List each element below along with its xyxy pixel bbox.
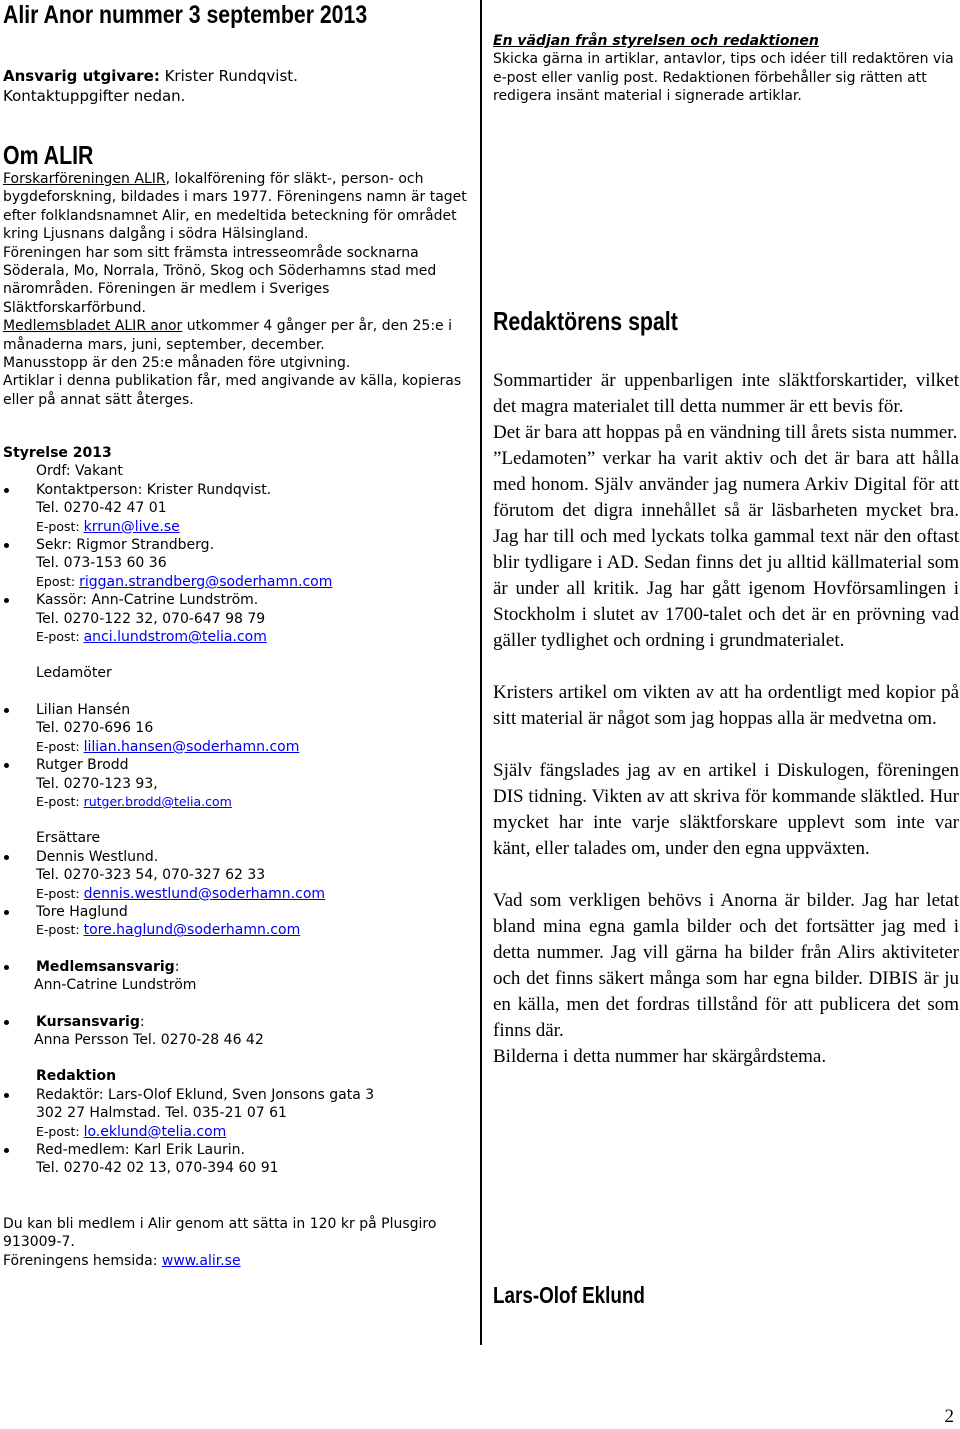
about-p1-text: , lokalförening för släkt-, person- och bygdeforskning, bildades i mars 1977. Föreningens namn är taget efter folklandsnamnet Alir, en medeltida beteckning för området kring Ljusnans dalgång i södra Hälsingland. xyxy=(3,171,467,243)
member-2-email-link[interactable]: rutger.brodd@telia.com xyxy=(83,793,232,809)
board-section xyxy=(3,444,473,1178)
member-2-name: Rutger Brodd xyxy=(3,756,473,774)
deputy-1-email-link[interactable]: dennis.westlund@soderhamn.com xyxy=(83,885,326,902)
treasurer-email-link[interactable]: anci.lundstrom@telia.com xyxy=(83,629,267,646)
course-label-text: Kursansvarig xyxy=(36,1013,140,1030)
email-label: E-post: xyxy=(36,1123,84,1139)
publisher-label: Ansvarig utgivare: xyxy=(3,67,160,85)
email-label: E-post: xyxy=(36,922,84,938)
about-section xyxy=(3,140,473,409)
editor-column-title: Redaktörens spalt xyxy=(493,306,678,336)
editor-signature: Lars-Olof Eklund xyxy=(493,1282,645,1308)
homepage-row xyxy=(3,1252,473,1270)
page-title: Alir Anor nummer 3 september 2013 xyxy=(3,1,368,29)
board-treasurer-tel: Tel. 0270-122 32, 070-647 98 79 xyxy=(36,610,266,627)
appeal-title: En vädjan från styrelsen och redaktionen xyxy=(493,33,819,49)
board-treasurer-email-row xyxy=(3,628,473,646)
email-label: E-post: xyxy=(36,629,84,645)
course-officer-name: Anna Persson Tel. 0270-28 46 42 xyxy=(34,1031,264,1048)
board-contact-tel: Tel. 0270-42 47 01 xyxy=(36,500,167,517)
deputies-heading: Ersättare xyxy=(36,830,101,847)
about-p3-text: utkommer 4 gånger per år, den 25:e i månaderna mars, juni, september, december. xyxy=(3,318,452,353)
about-paragraph-1 xyxy=(3,170,473,244)
membership-officer-name: Ann-Catrine Lundström xyxy=(34,977,197,994)
editor-paragraph-3: ”Ledamoten” verkar ha varit aktiv och det är bara att hålla med honom. Själv använder jag numera Arkiv Digital för att förutom det digra innehållet så är läsbarheten mycket bra. Jag har till och med lyckats tolka gammal text när den oftast blir tydligare i AD. Sedan finns det ju alltid källmaterial som är under all kritik. Jag har gått igenom Hovförsamlingen i Stockholm i slutet av 1700-talet och det är en prövning vad gäller tydlighet och ordning i grundmaterialet. xyxy=(493,448,959,651)
email-label: E-post: xyxy=(36,793,84,809)
deputy-1-email-row xyxy=(3,885,473,903)
course-officer-label xyxy=(3,1013,473,1031)
email-label: E-post: xyxy=(36,738,84,754)
editor-paragraph-1: Sommartider är uppenbarligen inte släktforskartider, vilket det magra materialet till detta nummer är ett bevis för. xyxy=(493,370,959,417)
colon: : xyxy=(174,958,180,975)
column-divider xyxy=(480,0,482,1345)
appeal-text: Skicka gärna in artiklar, antavlor, tips och idéer till redaktören via e-post eller vanlig post. Redaktionen förbehåller sig rätten att redigera insänt material i signerade artiklar. xyxy=(493,51,954,105)
board-secretary-tel: Tel. 073-153 60 36 xyxy=(36,555,167,572)
about-paragraph-2: Föreningen har som sitt främsta intresseområde socknarna Söderala, Mo, Norrala, Trönö, Skog och Söderhamns stad med närområden. Föreningen är medlem i Sveriges Släktforskarförbund. xyxy=(3,244,437,316)
membership-label-text: Medlemsansvarig xyxy=(36,958,175,975)
appeal-box xyxy=(493,32,959,106)
membership-officer-label xyxy=(3,958,473,976)
page-number: 2 xyxy=(944,1406,954,1427)
editorial-heading: Redaktion xyxy=(36,1068,117,1085)
members-heading: Ledamöter xyxy=(36,665,112,682)
secretary-email-link[interactable]: riggan.strandberg@soderhamn.com xyxy=(79,573,333,590)
board-contact-email-row xyxy=(3,518,473,536)
member-2-tel: Tel. 0270-123 93, xyxy=(36,775,158,792)
about-title: Om ALIR xyxy=(3,140,94,170)
colon: : xyxy=(139,1013,145,1030)
about-paragraph-3 xyxy=(3,317,473,354)
board-secretary-email-row xyxy=(3,573,473,591)
email-label: E-post: xyxy=(36,518,84,534)
org-name: Forskarföreningen ALIR xyxy=(3,171,166,187)
editorial-address: 302 27 Halmstad. Tel. 035-21 07 61 xyxy=(36,1105,287,1122)
about-paragraph-4: Manusstopp är den 25:e månaden före utgivning. xyxy=(3,355,351,372)
contact-email-link[interactable]: krrun@live.se xyxy=(83,518,180,535)
editorial-editors: Redaktör: Lars-Olof Eklund, Sven Jonsons gata 3 xyxy=(3,1086,473,1104)
contact-note: Kontaktuppgifter nedan. xyxy=(3,87,186,105)
homepage-link[interactable]: www.alir.se xyxy=(161,1252,241,1269)
publisher-info xyxy=(3,66,298,106)
editorial-member: Red-medlem: Karl Erik Laurin. xyxy=(3,1141,473,1159)
deputy-2-email-link[interactable]: tore.haglund@soderhamn.com xyxy=(83,922,301,939)
about-body xyxy=(3,170,473,409)
editor-paragraph-6: Vad som verkligen behövs i Anorna är bilder. Jag har letat bland mina egna gamla bilder och det fortsätter jag med i detta nummer. Jag vill gärna ha bilder från Alirs aktiviteter och det finns säkert många som har egna bilder. DIBIS är ju en källa, men det fordras tillstånd för att publicera det som finns där. xyxy=(493,890,959,1041)
publisher-name: Krister Rundqvist. xyxy=(159,67,298,85)
member-2-email-row xyxy=(3,793,473,811)
editor-column xyxy=(493,306,959,1070)
member-1-email-link[interactable]: lilian.hansen@soderhamn.com xyxy=(83,738,300,755)
about-paragraph-5: Artiklar i denna publikation får, med angivande av källa, kopieras eller på annat sätt återges. xyxy=(3,373,462,408)
editor-paragraph-5: Själv fängslades jag av en artikel i Diskulogen, föreningen DIS tidning. Vikten av att skriva för kommande släktled. Hur mycket har inte varje släktforskare upplevt som inte var känt, eller talades om, under den egna uppväxten. xyxy=(493,760,959,859)
membership-footer xyxy=(3,1215,473,1270)
board-title: Styrelse 2013 xyxy=(3,445,112,461)
member-1-email-row xyxy=(3,738,473,756)
board-secretary: Sekr: Rigmor Strandberg. xyxy=(3,536,473,554)
email-label: Epost: xyxy=(36,573,80,589)
deputy-1-name: Dennis Westlund. xyxy=(3,848,473,866)
editor-paragraph-2: Det är bara att hoppas på en vändning till årets sista nummer. xyxy=(493,422,958,443)
editor-paragraph-7: Bilderna i detta nummer har skärgårdstema. xyxy=(493,1046,827,1067)
member-1-tel: Tel. 0270-696 16 xyxy=(36,720,154,737)
membership-text: Du kan bli medlem i Alir genom att sätta in 120 kr på Plusgiro 913009-7. xyxy=(3,1216,437,1251)
board-treasurer: Kassör: Ann-Catrine Lundström. xyxy=(3,591,473,609)
editorial-member-tel: Tel. 0270-42 02 13, 070-394 60 91 xyxy=(36,1160,279,1177)
deputy-2-name: Tore Haglund xyxy=(3,903,473,921)
email-label: E-post: xyxy=(36,885,84,901)
editor-paragraph-4: Kristers artikel om vikten av att ha ordentligt med kopior på sitt material är något som jag hoppas alla är medvetna om. xyxy=(493,682,959,729)
homepage-label: Föreningens hemsida: xyxy=(3,1252,162,1269)
newsletter-name: Medlemsbladet ALIR anor xyxy=(3,318,183,335)
deputy-1-tel: Tel. 0270-323 54, 070-327 62 33 xyxy=(36,867,266,884)
board-chair: Ordf: Vakant xyxy=(36,463,123,480)
editorial-email-row xyxy=(3,1123,473,1141)
editor-email-link[interactable]: lo.eklund@telia.com xyxy=(83,1123,227,1140)
deputy-2-email-row xyxy=(3,921,473,939)
board-contact-person: Kontaktperson: Krister Rundqvist. xyxy=(3,481,473,499)
member-1-name: Lilian Hansén xyxy=(3,701,473,719)
